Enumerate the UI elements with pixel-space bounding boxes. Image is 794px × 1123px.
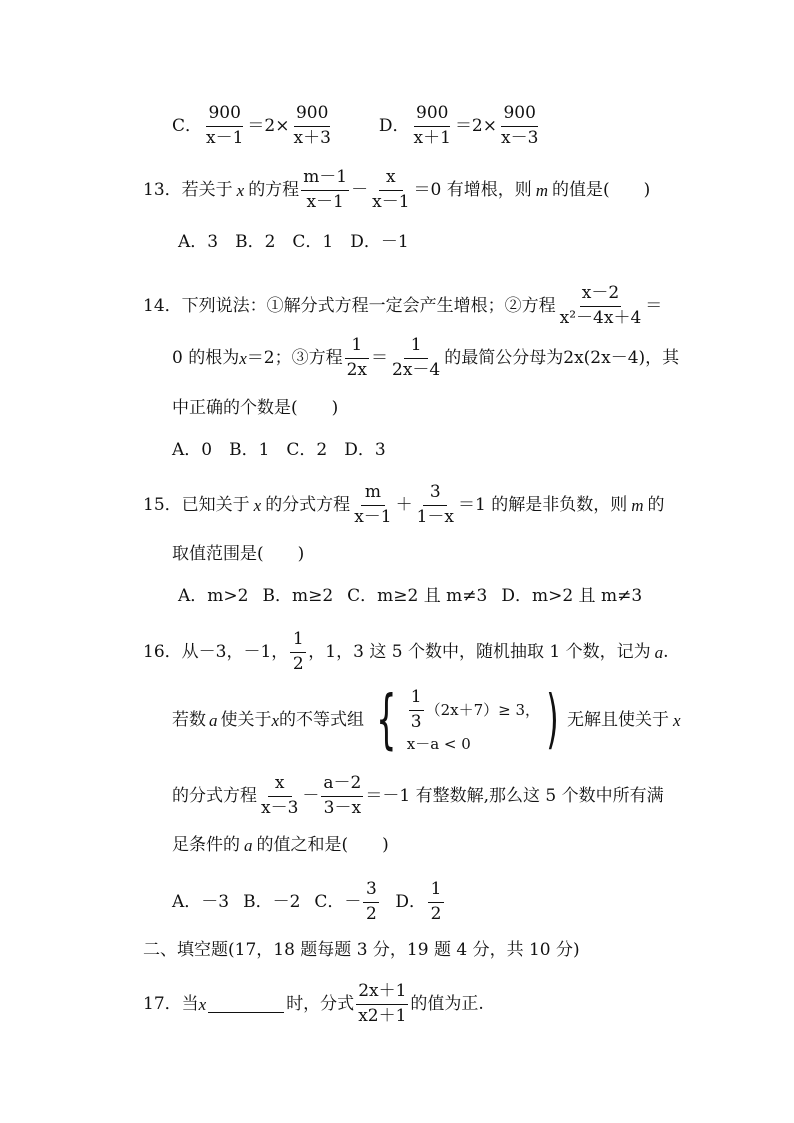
q16-line4-var: a <box>244 836 253 855</box>
q16-stem-line2 <box>172 683 681 757</box>
fraction-numerator: 1 <box>409 688 424 711</box>
system-row-1-text: （2x＋7）≥ 3， <box>425 701 541 719</box>
q14-line2-b: ＝2；③方程 <box>246 347 343 368</box>
q17-stem <box>143 982 484 1026</box>
q12-options-line <box>172 104 542 148</box>
q17-answer-blank[interactable] <box>208 996 284 1013</box>
q14-fraction-1 <box>558 284 644 328</box>
q14-stem-line1 <box>143 284 662 328</box>
fraction-numerator: m <box>361 483 385 506</box>
q13-minus: － <box>351 179 369 200</box>
q13-options: A．3 B．2 C．1 D．－1 <box>178 232 409 252</box>
fraction-denominator: x－1 <box>206 127 244 148</box>
fraction-numerator: 900 <box>414 104 450 127</box>
q15-option-b: B．m≥2 <box>262 586 334 606</box>
q13-text-a: 若关于 <box>181 179 233 200</box>
fraction-denominator: x－1 <box>372 191 410 212</box>
fraction-denominator: x²－4x＋4 <box>559 307 642 328</box>
q13-fraction-2 <box>370 168 411 212</box>
q16-fraction-1 <box>259 774 300 818</box>
q12-c-left-fraction <box>204 104 245 148</box>
fraction-denominator: x－3 <box>501 127 539 148</box>
fraction-denominator: 2 <box>366 903 377 924</box>
q16-line2-var-x: x <box>271 710 280 730</box>
system-row-1 <box>407 688 540 732</box>
q14-options: A．0 B．1 C．2 D．3 <box>172 440 386 460</box>
q16-inequality-system <box>366 683 565 757</box>
q16-stem-line4 <box>172 837 389 854</box>
q16-text-b: ，1，3 这 5 个数中，随机抽取 1 个数，记为 <box>308 641 651 662</box>
system-rows <box>407 688 540 751</box>
q15-option-c: C．m≥2 且 m≠3 <box>347 586 488 606</box>
q17-fraction <box>356 982 408 1026</box>
q14-fraction-2 <box>345 336 369 380</box>
q14-text-b: ＝ <box>645 295 663 316</box>
q12-d-left-fraction <box>412 104 453 148</box>
q14-fraction-3 <box>390 336 442 380</box>
q14-text-a: 下列说法：①解分式方程一定会产生增根；②方程 <box>181 295 556 316</box>
q16-line4-a: 足条件的 <box>172 835 240 855</box>
q15-fraction-1 <box>352 483 393 527</box>
q16-text-a: 从－3，－1， <box>181 641 289 662</box>
fraction-denominator: x－3 <box>261 797 299 818</box>
fraction-numerator: 3 <box>423 483 447 506</box>
q17-text-b: 时，分式 <box>286 993 355 1014</box>
section-2-title: 二、填空题(17，18 题每题 3 分，19 题 4 分，共 10 分) <box>143 940 580 960</box>
q12-c-operator: ＝2× <box>247 115 290 136</box>
q17-number: 17． <box>143 993 182 1014</box>
fraction-numerator: a－2 <box>321 774 363 797</box>
fraction-numerator: 1 <box>428 880 444 903</box>
fraction-numerator: x－2 <box>580 284 621 307</box>
fraction-denominator: 3 <box>410 712 422 732</box>
q16-stem-line3 <box>172 774 664 818</box>
q16-option-a: A．－3 <box>172 891 230 912</box>
q13-var-m: m <box>535 180 549 200</box>
q16-option-c-fraction <box>363 880 379 924</box>
fraction-numerator: 900 <box>206 104 242 127</box>
q16-options <box>172 880 446 924</box>
fraction-numerator: x <box>379 168 403 191</box>
q17-text-a: 当 <box>181 993 199 1014</box>
q16-line3-a: 的分式方程 <box>172 785 257 806</box>
q16-option-d-fraction <box>428 880 444 924</box>
q16-minus: － <box>302 785 320 806</box>
fraction-numerator: x <box>268 774 292 797</box>
fraction-denominator: 2x <box>346 359 368 380</box>
q12-c-right-fraction <box>291 104 332 148</box>
q16-line2-c: 的不等式组 <box>279 709 365 730</box>
q14-line2-e: ，其 <box>645 347 680 368</box>
q15-text-a: 已知关于 <box>181 494 250 515</box>
q16-line4-b: 的值之和是( ) <box>256 835 389 855</box>
q14-line2-d: 2x(2x－4) <box>563 347 646 368</box>
fraction-denominator: 2 <box>292 653 304 674</box>
q16-number: 16． <box>143 641 182 662</box>
fraction-denominator: 2 <box>430 903 442 924</box>
q12-d-right-fraction <box>499 104 540 148</box>
q14-stem-line2 <box>172 336 679 380</box>
q13-text-b: 的方程 <box>248 179 300 200</box>
q16-option-b: B．－2 <box>243 891 301 912</box>
q15-stem-line1 <box>143 483 665 527</box>
right-paren: ) <box>546 683 559 757</box>
q13-fraction-1 <box>301 168 349 212</box>
fraction-numerator: m－1 <box>301 168 349 191</box>
q14-stem-line3: 中正确的个数是( ) <box>172 398 339 418</box>
q16-line2-b: 使关于 <box>220 709 272 730</box>
q14-line2-var: x <box>239 348 247 368</box>
q16-line2-a: 若数 <box>172 709 206 730</box>
q15-number: 15． <box>143 494 182 515</box>
fraction-denominator: 3－x <box>323 797 362 818</box>
q15-text-d: 的 <box>647 494 665 515</box>
q16-line3-b: ＝－1 有整数解,那么这 5 个数中所有满 <box>365 785 664 806</box>
q15-var-x: x <box>253 495 262 515</box>
fraction-denominator: 2x－4 <box>392 359 441 380</box>
fraction-numerator: 2x＋1 <box>356 982 408 1005</box>
q15-plus: ＋ <box>395 494 413 515</box>
q14-line2-a: 0 的根为 <box>172 347 240 368</box>
fraction-denominator: 1－x <box>416 506 454 527</box>
q17-text-c: 的值为正. <box>410 993 484 1014</box>
q15-options <box>178 588 642 605</box>
q13-text-d: 的值是( ) <box>552 179 651 200</box>
q13-stem <box>143 168 650 212</box>
q15-var-m: m <box>631 495 644 515</box>
q12-option-d-label: D． <box>378 115 410 136</box>
fraction-numerator: 900 <box>294 104 330 127</box>
q14-eq: ＝ <box>371 347 389 368</box>
fraction-numerator: 1 <box>290 630 306 653</box>
fraction-denominator: x＋1 <box>413 127 451 148</box>
q14-line2-c: 的最简公分母为 <box>444 347 564 368</box>
q13-var-x: x <box>236 180 245 200</box>
fraction-numerator: 1 <box>404 336 428 359</box>
q15-text-c: ＝1 的解是非负数，则 <box>458 494 628 515</box>
q13-text-c: ＝0 有增根，则 <box>413 179 532 200</box>
fraction-denominator: x－1 <box>306 191 344 212</box>
fraction-numerator: 900 <box>501 104 537 127</box>
q15-text-b: 的分式方程 <box>265 494 351 515</box>
q15-stem-line2: 取值范围是( ) <box>172 544 305 564</box>
q16-var-a: a <box>654 642 664 662</box>
q16-line2-var-x2: x <box>673 710 681 730</box>
q17-var-x: x <box>198 994 207 1014</box>
q16-fraction-2 <box>321 774 363 818</box>
fraction-denominator: x－1 <box>354 506 392 527</box>
fraction-numerator: 1 <box>345 336 369 359</box>
q12-option-c-label: C． <box>172 115 203 136</box>
q15-fraction-2 <box>415 483 456 527</box>
fraction-denominator: x2＋1 <box>358 1005 407 1026</box>
q16-text-c: . <box>663 641 669 662</box>
q16-stem-line1 <box>143 630 668 674</box>
q13-number: 13． <box>143 179 182 200</box>
q15-option-a: A．m>2 <box>178 586 249 606</box>
q15-option-d: D．m>2 且 m≠3 <box>501 586 643 606</box>
q16-line2-d: 无解且使关于 <box>567 709 669 730</box>
fraction-denominator: x＋3 <box>293 127 331 148</box>
q16-sys-fraction <box>409 688 424 732</box>
q16-option-d-label: D． <box>395 891 427 912</box>
q14-number: 14． <box>143 295 182 316</box>
q12-d-operator: ＝2× <box>454 115 497 136</box>
left-brace: { <box>376 683 397 757</box>
system-row-2: x－a < 0 <box>406 734 471 753</box>
q16-line2-var-a: a <box>209 710 218 730</box>
fraction-numerator: 3 <box>363 880 379 903</box>
q16-half-fraction <box>290 630 306 674</box>
q16-option-c-label: C．－ <box>314 891 362 912</box>
